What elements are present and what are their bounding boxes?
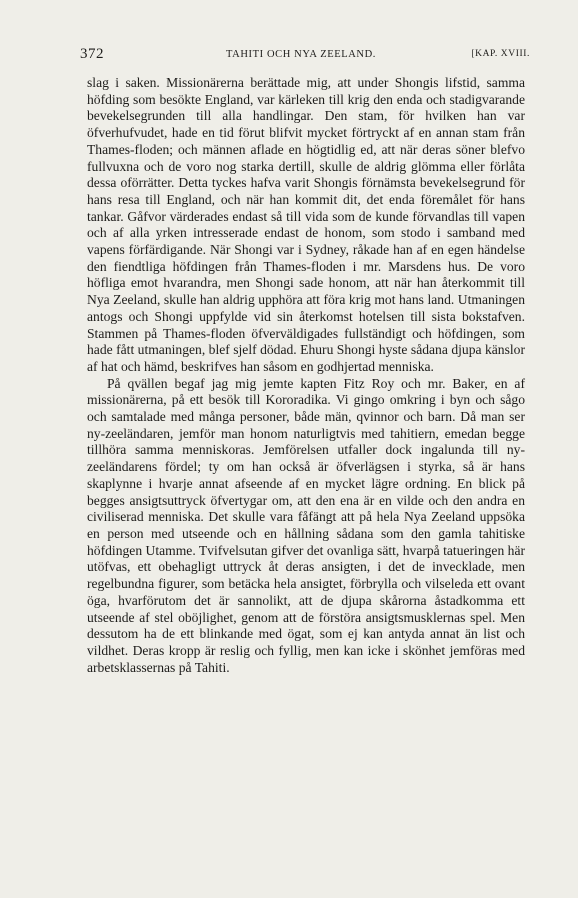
running-title: TAHITI OCH NYA ZEELAND. bbox=[226, 49, 377, 60]
page-number: 372 bbox=[80, 46, 104, 62]
chapter-reference: [KAP. XVIII. bbox=[471, 49, 530, 59]
body-text bbox=[87, 75, 525, 676]
paragraph: slag i saken. Missionärerna berättade mig, att under Shongis lifstid, samma höfding som besökte England, var kärleken till krig den enda och stadigvarande bevekelsegrunden till alla handlingar. Den stam, för hvilken han var öfverhufvudet, hade en tid förut blifvit mycket förtryckt af en annan stam från Thames-floden; och männen aflade en högtidlig ed, att när deras söner blefvo fullvuxna och de voro nog starka dertill, skulle de aldrig glömma eller förlåta dessa oförrätter. Detta tyckes hafva varit Shongis förnämsta bevekelsegrund för hans resa till England, och när han kommit dit, det enda föremålet för hans tankar. Gåfvor värderades endast så till vida som de kunde förvandlas till vapen och af alla yrken intresserade endast de honom, som stodo i samband med vapens förfärdigande. När Shongi var i Sydney, råkade han af en egen händelse den fiendtliga höfdingen från Thames-floden i mr. Marsdens hus. De voro höfliga emot hvarandra, men Shongi sade honom, att när han återkommit till Nya Zeeland, skulle han aldrig upphöra att föra krig mot hans land. Utmaningen antogs och Shongi uppfylde vid sin återkomst hotelsen till sista bokstafven. Stammen på Thames-floden öfverväldigades fullständigt och höfdingen, som hade fått utmaningen, blef sjelf dödad. Ehuru Shongi hyste sådana djupa känslor af hat och hämd, beskrifves han såsom en godhjertad menniska. bbox=[87, 75, 525, 374]
paragraph: På qvällen begaf jag mig jemte kapten Fitz Roy och mr. Baker, en af missionärerna, på ett besök till Kororadika. Vi gingo omkring i byn och sågo och samtalade med många personer, både män, qvinnor och barn. Då man ser ny-zeeländaren, jemför man honom naturligtvis med tahitiern, emedan begge tillhöra samma menniskoras. Jemförelsen utfaller dock ingalunda till ny-zeeländarens fördel; ty om han också är öfverlägsen i styrka, så är hans skaplynne i hvarje annat afseende af en mycket lägre ordning. En blick på begges ansigtsuttryck öfvertygar om, att den ena är en vilde och den andra en civiliserad menniska. Det skulle vara fåfängt att på hela Nya Zeeland uppsöka en person med utseende och en hållning sådana som den gamla tahitiske höfdingen Utamme. Tvifvelsutan gifver det ovanliga sätt, hvarpå tatueringen här utöfvas, ett obehagligt uttryck åt deras ansigten, i det de invecklade, men regelbundna figurer, som betäcka hela ansigtet, förbrylla och vilseleda ett ovant öga, hvarförutom det är sannolikt, att de djupa skårorna åstadkomma ett utseende af stel oböjlighet, genom att de förstöra ansigtsmusklernas spel. Men dessutom ha de ett blinkande med ögat, som ej kan antyda annat än list och vildhet. Deras kropp är reslig och fyllig, men kan icke i skönhet jemföras med arbetsklassernas på Tahiti. bbox=[87, 375, 526, 675]
page-header bbox=[80, 46, 530, 66]
